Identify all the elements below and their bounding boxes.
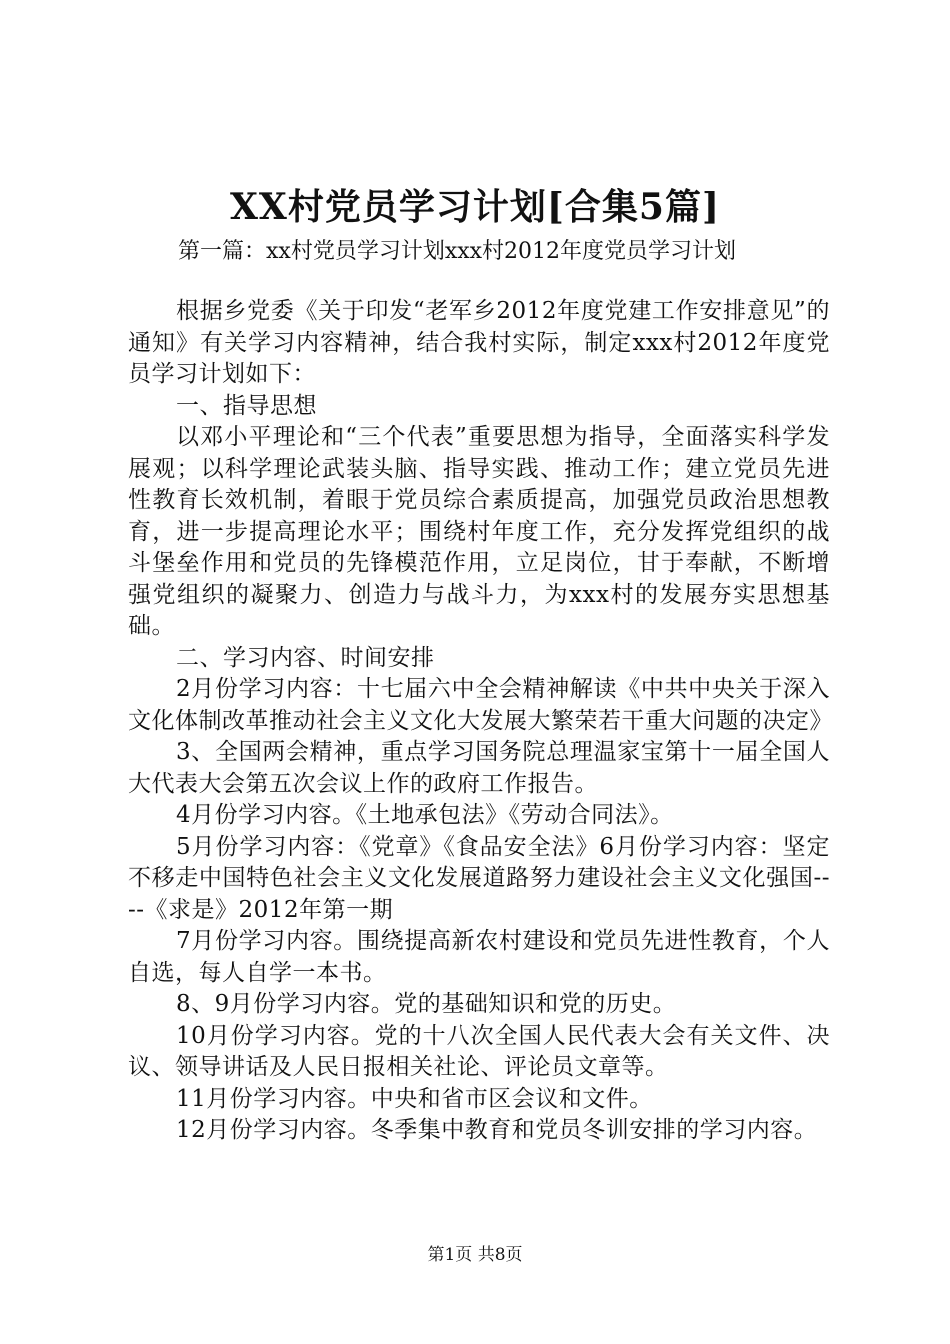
paragraph-april: 4月份学习内容。《土地承包法》《劳动合同法》。	[176, 802, 674, 828]
paragraph-may-june: 5月份学习内容：《党章》《食品安全法》6月份学习内容：坚定不移走中国特色社会主义文化发展道路努力建设社会主义文化强国----《求是》2012年第一期	[128, 833, 830, 923]
paragraph-december: 12月份学习内容。冬季集中教育和党员冬训安排的学习内容。	[176, 1117, 818, 1143]
section-heading-content-schedule: 二、学习内容、时间安排	[176, 644, 435, 671]
document-title: XX村党员学习计划[合集5篇]	[230, 186, 720, 228]
paragraph-guiding-ideology: 以邓小平理论和“三个代表”重要思想为指导，全面落实科学发展观；以科学理论武装头脑、指导实践、推动工作；建立党员先进性教育长效机制，着眼于党员综合素质提高，加强党员政治思想教育，进一步提高理论水平；围绕村年度工作，充分发挥党组织的战斗堡垒作用和党员的先锋模范作用，立足岗位，甘于奉献，不断增强党组织的凝聚力、创造力与战斗力，为xxx村的发展夯实思想基础。	[128, 424, 830, 639]
paragraph-intro: 根据乡党委《关于印发“老军乡2012年度党建工作安排意见”的通知》有关学习内容精神，结合我村实际，制定xxx村2012年度党员学习计划如下：	[128, 298, 830, 387]
section-heading-guiding-ideology: 一、指导思想	[176, 392, 317, 419]
document-subtitle: 第一篇：xx村党员学习计划xxx村2012年度党员学习计划	[178, 239, 737, 264]
paragraph-march: 3、全国两会精神，重点学习国务院总理温家宝第十一届全国人大代表大会第五次会议上作的政府工作报告。	[128, 739, 830, 797]
paragraph-july: 7月份学习内容。围绕提高新农村建设和党员先进性教育，个人自选，每人自学一本书。	[128, 928, 830, 986]
document-body	[128, 296, 833, 1147]
paragraph-october: 10月份学习内容。党的十八次全国人民代表大会有关文件、决议、领导讲话及人民日报相关社论、评论员文章等。	[128, 1022, 830, 1080]
paragraph-aug-sep: 8、9月份学习内容。党的基础知识和党的历史。	[176, 991, 677, 1017]
paragraph-november: 11月份学习内容。中央和省市区会议和文件。	[176, 1085, 653, 1112]
page-number-footer: 第1页 共8页	[427, 1245, 523, 1265]
paragraph-february: 2月份学习内容：十七届六中全会精神解读《中共中央关于深入文化体制改革推动社会主义文化大发展大繁荣若干重大问题的决定》	[128, 676, 833, 734]
